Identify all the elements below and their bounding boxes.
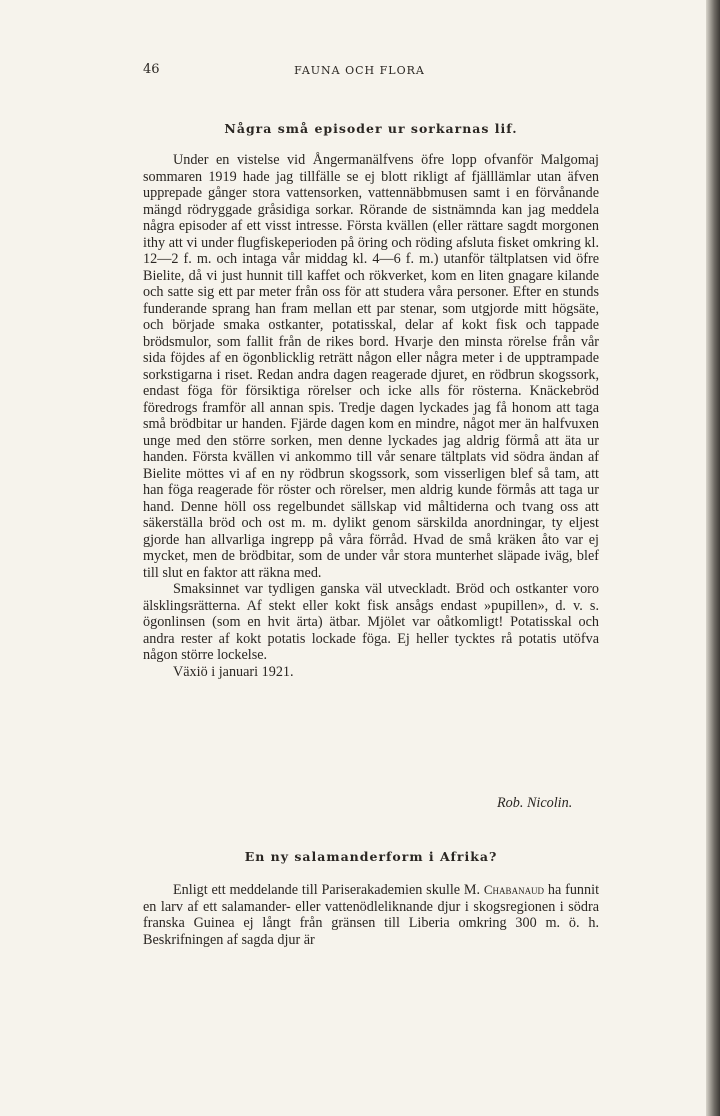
paragraph: Smaksinnet var tydligen ganska väl utveckladt. Bröd och ostkanter voro älsklingsrätterna. Af stekt eller kokt fisk ansågs endast »pupillen», d. v. s. ögonlinsen (som en hvit ärta) ätbar. Mjölet var oåtkomligt! Potatisskal och andra rester af kokt potatis lockade föga. Ej heller tycktes rå potatis utöfva någon större lockelse. [143,581,599,663]
paragraph: Under en vistelse vid Ångermanälfvens öfre lopp ofvanför Malgomaj sommaren 1919 hade jag tillfälle se ej blott rikligt af fjälllämlar utan äfven upprepade gånger stora vattensorken, vattennäbbmusen samt i en förvånande mängd rödryggade gråsidiga sorkar. Rörande de sistnämnda kan jag meddela några episoder af ett visst intresse. Första kvällen (eller rättare sagdt morgonen ithy att vi under flugfiskeperioden på öring och röding afsluta fisket omkring kl. 12—2 f. m. och intaga vår middag kl. 4—6 f. m.) utanför tältplatsen vid öfre Bielite, då vi just hunnit till kaffet och rökverket, kom en liten gnagare kilande och satte sig ett par meter från oss för att studera våra personer. Efter en stunds funderande sprang han fram mellan ett par stenar, som utgjorde mitt högsäte, och började smaka ostkanter, potatisskal, delar af kokt fisk och tappade brödsmulor, som fallit från de rikes bord. Hvarje den minsta rörelse från vår sida föjdes af en ögonblicklig reträtt någon eller några meter i de upptrampade sorkstigarna i riset. Redan andra dagen reagerade djuret, en rödbrun skogssork, endast föga för försiktiga rörelser och icke alls för rösterna. Knäckebröd föredrogs framför all annan spis. Tredje dagen lyckades jag få honom att taga små brödbitar ur handen. Fjärde dagen kom en mindre, något mer än halfvuxen unge med den större sorken, men denne lyckades jag aldrig förmå att äta ur handen. Första kvällen vi ankommo till vår senare tältplats vid södra ändan af Bielite möttes vi af en ny rödbrun skogssork, som visserligen blef så tam, att han föga reagerade för röster och rörelser, men aldrig kunde förmås att taga ur hand. Denne höll oss regelbundet sällskap vid måltiderna och tvang oss att säkerställa bröd och ost m. m. dylikt genom särskilda anordningar, ty eljest gjorde han allvarliga ingrepp på våra förråd. Hvad de små kräken åto var ej mycket, men de brödbitar, som de under vår stora munterhet släpade iväg, blef till slut en faktor att räkna med. [143,152,599,581]
paragraph [143,882,599,948]
article-title: Några små episoder ur sorkarnas lif. [224,121,518,136]
journal-title: FAUNA OCH FLORA [294,64,425,77]
text-fragment: ha funnit en larv af ett salamander- eller vattenödleliknande djur i skogsregionen i södra franska Guinea ej långt från gränsen till Liberia omkring 300 m. ö. h. Beskrifningen af sagda djur är [143,882,600,948]
author-name: Chabanaud [483,882,545,897]
article-body-2 [143,882,599,948]
scan-edge [706,0,720,1116]
article-body [143,152,599,680]
dateline: Växiö i januari 1921. [173,663,294,680]
text-fragment: Enligt ett meddelande till Pariserakademien skulle M. [173,882,484,898]
article-title-2: En ny salamanderform i Afrika? [244,849,498,864]
author-signature: Rob. Nicolin. [497,795,573,811]
page-number: 46 [143,62,160,77]
